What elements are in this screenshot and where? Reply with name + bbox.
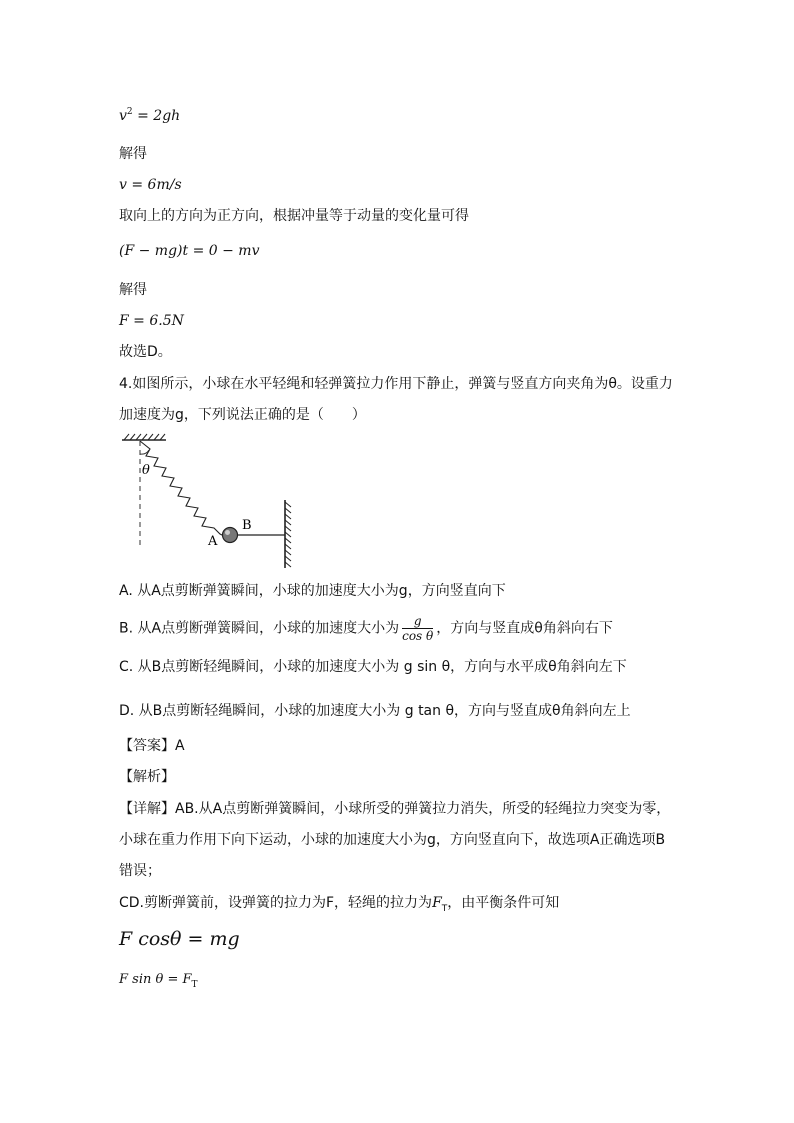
- spring: [140, 441, 224, 536]
- detail-line-1: 【详解】AB.从A点剪断弹簧瞬间，小球所受的弹簧拉力消失，所受的轻绳拉力突变为零，: [119, 801, 671, 817]
- detail-line-2: 小球在重力作用下向下运动，小球的加速度大小为g，方向竖直向下，故选项A正确选项B: [119, 832, 666, 848]
- detail4-prefix: CD.剪断弹簧前，设弹簧的拉力为F，轻绳的拉力为: [119, 895, 433, 911]
- label-theta: θ: [142, 463, 150, 478]
- question-4-line1: 4.如图所示，小球在水平轻绳和轻弹簧拉力作用下静止，弹簧与竖直方向夹角为θ。设重力: [119, 376, 673, 392]
- detail-line-4: [119, 893, 559, 915]
- option-d: D. 从B点剪断轻绳瞬间，小球的加速度大小为 g tan θ，方向与竖直成θ角斜向左上: [119, 703, 631, 719]
- equation-velocity: v = 6m/s: [119, 177, 182, 193]
- wall-hatch: [285, 502, 291, 567]
- choose-d: 故选D。: [119, 344, 172, 360]
- detail4-ft: F: [432, 895, 442, 911]
- answer-label: 【答案】A: [119, 738, 185, 754]
- option-b-suffix: ，方向与竖直成θ角斜向右下: [436, 620, 613, 637]
- option-b-prefix: B. 从A点剪断弹簧瞬间，小球的加速度大小为: [119, 620, 400, 637]
- eq1-right: = 2gh: [132, 108, 181, 124]
- jiede-2: 解得: [119, 282, 147, 298]
- detail4-suffix: ，由平衡条件可知: [447, 895, 560, 911]
- detail4-ft-sub: T: [441, 904, 448, 914]
- detail-line-3: 错误；: [119, 863, 161, 879]
- equation-vertical-balance: F cosθ = mg: [119, 928, 240, 950]
- option-c: C. 从B点剪断轻绳瞬间，小球的加速度大小为 g sin θ，方向与水平成θ角斜向左下: [119, 659, 627, 675]
- fraction-numerator: g: [402, 614, 433, 629]
- equation-impulse: (F − mg)t = 0 − mv: [119, 243, 260, 259]
- equation-energy: [119, 106, 180, 128]
- equation-force: F = 6.5N: [119, 313, 184, 329]
- eq6-left: F sin θ = F: [119, 972, 192, 987]
- analysis-label: 【解析】: [119, 769, 175, 785]
- ball-highlight: [225, 530, 230, 535]
- text-direction: 取向上的方向为正方向，根据冲量等于动量的变化量可得: [119, 208, 469, 224]
- eq6-sub: T: [191, 980, 198, 990]
- label-a: A: [208, 534, 218, 549]
- ball: [223, 528, 238, 543]
- label-b: B: [242, 518, 252, 533]
- eq1-exponent: 2: [126, 107, 133, 117]
- eq1-left: v: [119, 108, 127, 124]
- jiede-1: 解得: [119, 146, 147, 162]
- option-b: [119, 614, 613, 643]
- option-b-fraction: [402, 614, 433, 643]
- question-4-line2: 加速度为g，下列说法正确的是（ ）: [119, 407, 366, 423]
- fraction-denominator: cos θ: [402, 629, 434, 643]
- option-a: A. 从A点剪断弹簧瞬间，小球的加速度大小为g，方向竖直向下: [119, 583, 506, 599]
- ceiling-hatch: [124, 434, 165, 440]
- spring-ball-figure: [116, 432, 306, 572]
- equation-horizontal-balance: [119, 970, 198, 991]
